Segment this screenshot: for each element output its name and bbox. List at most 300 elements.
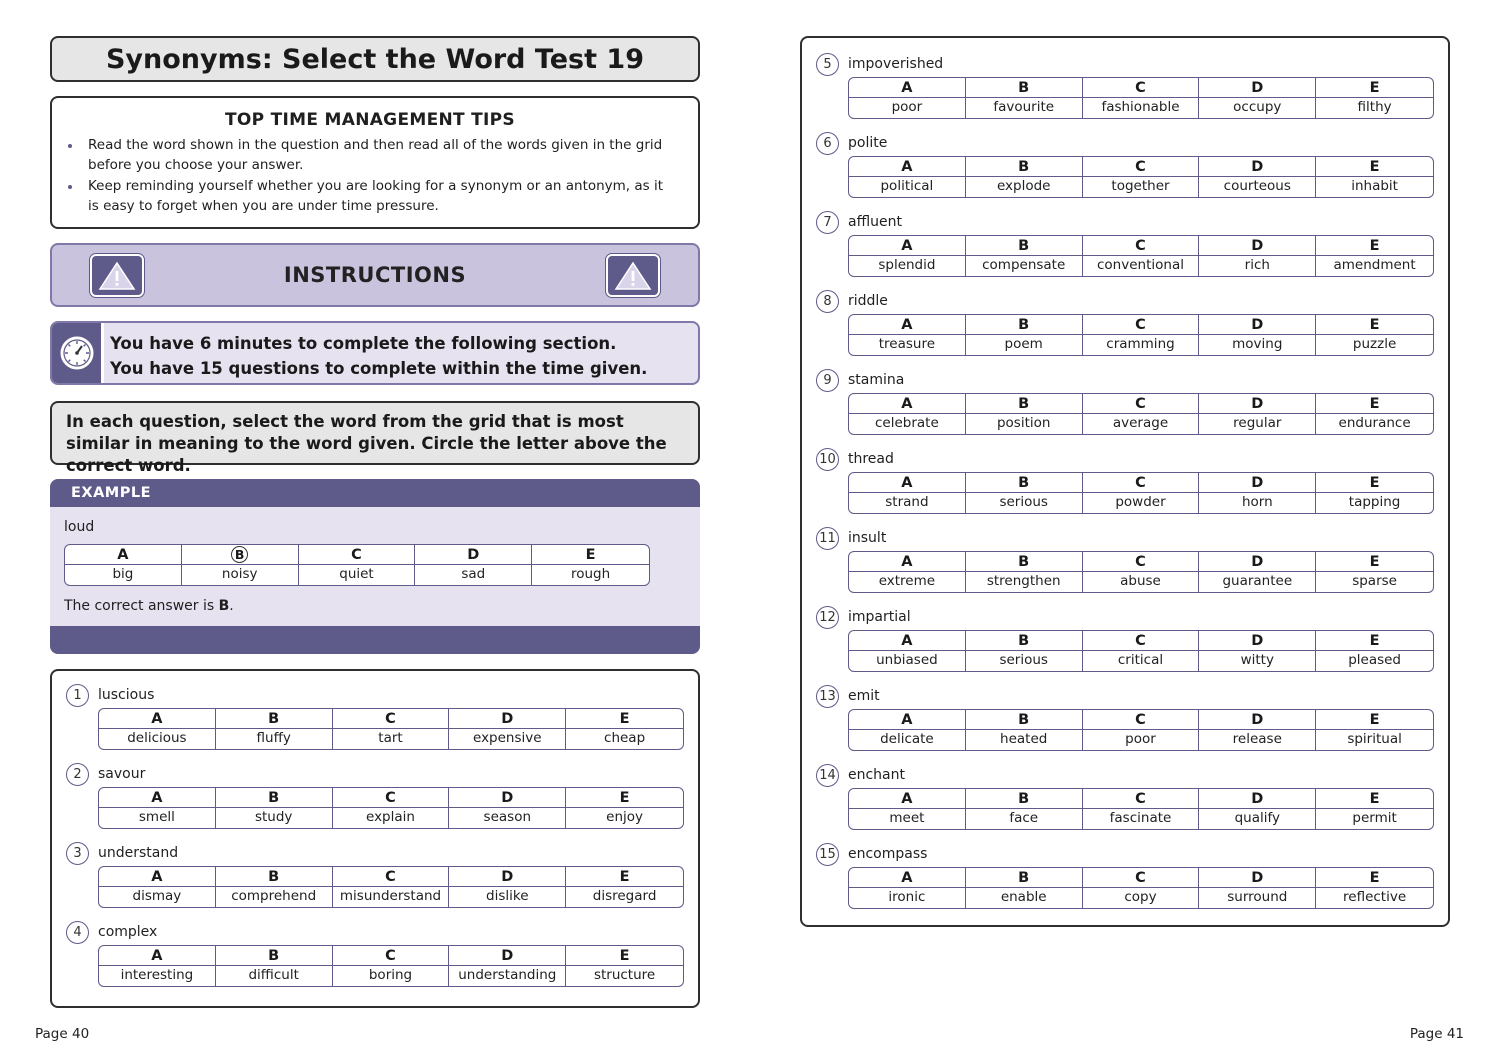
option-letter[interactable]: A (849, 710, 965, 730)
option-letter[interactable]: A (849, 236, 965, 256)
answer-option[interactable] (1316, 394, 1433, 434)
option-letter[interactable]: B (966, 236, 1082, 256)
option-letter[interactable]: C (1083, 236, 1199, 256)
option-word: interesting (120, 967, 194, 983)
option-word: big (112, 566, 134, 582)
time-line-2: You have 15 questions to complete within the time given. (110, 359, 648, 378)
answer-option[interactable] (99, 867, 216, 907)
option-letter[interactable]: B (966, 394, 1082, 414)
question-item (816, 685, 1436, 764)
example-panel (50, 479, 700, 654)
time-text (110, 331, 647, 381)
answer-option[interactable] (1199, 394, 1316, 434)
tips-panel (50, 96, 700, 229)
option-letter[interactable]: C (1083, 315, 1199, 335)
option-letter[interactable]: E (566, 788, 683, 808)
answer-grid (98, 945, 684, 987)
option-letter[interactable]: A (99, 709, 215, 729)
option-letter[interactable]: D (1199, 315, 1315, 335)
option-letter[interactable]: D (1199, 394, 1315, 414)
option-word: release (1232, 731, 1282, 747)
question-item (816, 764, 1436, 843)
option-letter[interactable]: C (333, 788, 449, 808)
question-word: stamina (848, 372, 905, 388)
answer-option[interactable] (1199, 157, 1316, 197)
option-word: surround (1227, 889, 1288, 905)
answer-option[interactable] (449, 788, 566, 828)
option-word: conventional (1097, 257, 1184, 273)
question-word: encompass (848, 846, 928, 862)
option-word: rich (1244, 257, 1270, 273)
answer-option[interactable] (216, 709, 333, 749)
answer-option[interactable] (849, 236, 966, 276)
answer-option[interactable] (333, 788, 450, 828)
answer-option[interactable] (849, 710, 966, 750)
option-letter[interactable]: D (449, 709, 565, 729)
option-letter[interactable]: A (849, 157, 965, 177)
question-word: riddle (848, 293, 888, 309)
option-word: amendment (1333, 257, 1416, 273)
question-number: 1 (66, 684, 89, 707)
option-word: political (880, 178, 934, 194)
option-word: delicate (880, 731, 934, 747)
example-footer-bar (50, 626, 700, 654)
option-letter[interactable]: C (333, 709, 449, 729)
option-word: smell (138, 809, 175, 825)
answer-option[interactable] (1316, 789, 1433, 829)
question-item (816, 606, 1436, 685)
option-letter[interactable]: D (1199, 78, 1315, 98)
answer-option[interactable] (849, 868, 966, 908)
time-limit-box (50, 321, 700, 385)
answer-option[interactable] (849, 157, 966, 197)
question-item (816, 211, 1436, 290)
option-letter: E (532, 545, 649, 565)
example-answer-letter: B (218, 598, 230, 614)
question-number: 3 (66, 842, 89, 865)
time-line-1: You have 6 minutes to complete the following section. (110, 334, 617, 353)
answer-option[interactable] (966, 868, 1083, 908)
option-letter[interactable]: D (1199, 473, 1315, 493)
option-letter[interactable]: A (849, 473, 965, 493)
option-word: position (996, 415, 1051, 431)
directions: In each question, select the word from the grid that is most similar in meaning to the word given. Circle the letter above the correct word. (50, 401, 700, 465)
example-grid (64, 544, 650, 586)
option-word: heated (1000, 731, 1048, 747)
answer-option[interactable] (849, 552, 966, 592)
answer-option[interactable] (449, 709, 566, 749)
question-item (816, 53, 1436, 132)
option-letter[interactable]: A (849, 631, 965, 651)
answer-option[interactable] (966, 236, 1083, 276)
answer-option[interactable] (99, 709, 216, 749)
option-word: reflective (1343, 889, 1407, 905)
option-letter[interactable]: E (1316, 473, 1433, 493)
option-letter[interactable]: A (99, 946, 215, 966)
option-letter[interactable]: A (99, 788, 215, 808)
option-letter[interactable]: D (449, 788, 565, 808)
option-letter[interactable]: B (216, 788, 332, 808)
option-letter[interactable]: B (966, 631, 1082, 651)
option-letter[interactable]: E (1316, 868, 1433, 888)
option-word: inhabit (1351, 178, 1398, 194)
answer-option[interactable] (966, 710, 1083, 750)
option-letter[interactable]: B (966, 157, 1082, 177)
answer-option[interactable] (1199, 789, 1316, 829)
option-letter[interactable]: B (216, 867, 332, 887)
answer-grid (848, 156, 1434, 198)
option-letter[interactable]: D (1199, 868, 1315, 888)
option-letter: A (65, 545, 181, 565)
answer-option[interactable] (1083, 78, 1200, 118)
question-item (816, 843, 1436, 922)
instructions-banner (50, 243, 700, 307)
question-word: thread (848, 451, 894, 467)
tip-item: Keep reminding yourself whether you are looking for a synonym or an antonym, as it is easy to forget when you are under time pressure. (66, 177, 674, 216)
option-letter: D (415, 545, 531, 565)
option-word: extreme (878, 573, 936, 589)
option-word: boring (368, 967, 413, 983)
option-word: compensate (982, 257, 1066, 273)
option-letter[interactable]: A (99, 867, 215, 887)
answer-grid (848, 77, 1434, 119)
question-item (66, 763, 686, 842)
option-letter[interactable]: B (966, 710, 1082, 730)
answer-option[interactable] (333, 946, 450, 986)
tips-list (66, 136, 674, 216)
example-word: loud (64, 519, 95, 535)
option-word: tapping (1348, 494, 1401, 510)
option-letter[interactable]: E (1316, 78, 1433, 98)
question-number: 5 (816, 53, 839, 76)
answer-option[interactable] (216, 867, 333, 907)
option-word: rough (570, 566, 611, 582)
option-letter[interactable]: C (1083, 868, 1199, 888)
answer-option[interactable] (333, 867, 450, 907)
option-word: understanding (458, 967, 557, 983)
answer-option[interactable] (566, 946, 683, 986)
answer-option[interactable] (849, 473, 966, 513)
option-word: copy (1124, 889, 1157, 905)
answer-option[interactable] (1083, 315, 1200, 355)
option-letter[interactable]: E (1316, 710, 1433, 730)
option-letter[interactable]: B (966, 473, 1082, 493)
answer-grid (848, 235, 1434, 277)
question-number: 7 (816, 211, 839, 234)
example-answer: The correct answer is B. (64, 598, 234, 614)
question-number: 4 (66, 921, 89, 944)
option-letter[interactable]: D (1199, 236, 1315, 256)
option-letter[interactable]: B (966, 315, 1082, 335)
question-number: 10 (816, 448, 839, 471)
question-word: impoverished (848, 56, 944, 72)
option-word: powder (1115, 494, 1166, 510)
option-letter[interactable]: C (1083, 710, 1199, 730)
question-word: polite (848, 135, 888, 151)
option-word: filthy (1357, 99, 1392, 115)
answer-option[interactable] (1199, 631, 1316, 671)
option-letter[interactable]: C (1083, 78, 1199, 98)
option-word: sparse (1352, 573, 1397, 589)
answer-option[interactable] (1083, 157, 1200, 197)
question-word: impartial (848, 609, 911, 625)
answer-option[interactable] (1083, 868, 1200, 908)
answer-option[interactable] (1083, 236, 1200, 276)
option-letter[interactable]: C (333, 867, 449, 887)
answer-option[interactable] (1083, 473, 1200, 513)
option-word: strengthen (986, 573, 1061, 589)
option-letter[interactable]: D (449, 867, 565, 887)
option-word: fluffy (256, 730, 291, 746)
option-letter[interactable]: C (1083, 631, 1199, 651)
answer-option[interactable] (216, 946, 333, 986)
option-letter[interactable]: A (849, 78, 965, 98)
option-letter[interactable]: E (566, 946, 683, 966)
option-word: guarantee (1222, 573, 1293, 589)
answer-option[interactable] (1316, 868, 1433, 908)
answer-option[interactable] (966, 157, 1083, 197)
answer-option[interactable] (1316, 473, 1433, 513)
answer-option[interactable] (1083, 394, 1200, 434)
answer-option[interactable] (966, 78, 1083, 118)
answer-option[interactable] (966, 631, 1083, 671)
answer-option[interactable] (216, 788, 333, 828)
option-word: celebrate (875, 415, 939, 431)
answer-option[interactable] (849, 789, 966, 829)
answer-option[interactable] (1083, 789, 1200, 829)
option-word: tart (378, 730, 403, 746)
option-letter[interactable]: E (566, 867, 683, 887)
question-number: 12 (816, 606, 839, 629)
option-letter[interactable]: A (849, 789, 965, 809)
option-letter[interactable]: B (216, 946, 332, 966)
instructions-label: INSTRUCTIONS (283, 263, 467, 287)
option-letter[interactable]: E (1316, 631, 1433, 651)
answer-option[interactable] (966, 473, 1083, 513)
option-letter[interactable]: C (333, 946, 449, 966)
question-number: 15 (816, 843, 839, 866)
option-word: strand (885, 494, 929, 510)
answer-option[interactable] (1316, 315, 1433, 355)
questions-panel-left (50, 669, 700, 1008)
option-letter[interactable]: E (1316, 157, 1433, 177)
option-word: favourite (993, 99, 1055, 115)
option-letter[interactable]: C (1083, 789, 1199, 809)
answer-option[interactable] (1316, 236, 1433, 276)
answer-option[interactable] (1316, 78, 1433, 118)
option-word: together (1111, 178, 1170, 194)
option-word: face (1009, 810, 1039, 826)
option-word: sad (461, 566, 486, 582)
circled-letter: B (231, 546, 248, 563)
answer-grid (848, 709, 1434, 751)
question-word: affluent (848, 214, 902, 230)
option-word: critical (1117, 652, 1164, 668)
option-word: moving (1232, 336, 1283, 352)
option-word: expensive (473, 730, 542, 746)
answer-option[interactable] (1199, 868, 1316, 908)
answer-option[interactable] (99, 946, 216, 986)
answer-cell (65, 545, 182, 585)
option-letter[interactable]: C (1083, 157, 1199, 177)
option-word: serious (999, 494, 1048, 510)
option-letter[interactable]: E (566, 709, 683, 729)
question-word: insult (848, 530, 887, 546)
option-word: average (1112, 415, 1169, 431)
option-letter[interactable]: E (1316, 789, 1433, 809)
option-letter[interactable]: C (1083, 394, 1199, 414)
question-number: 2 (66, 763, 89, 786)
question-item (66, 921, 686, 1000)
answer-option[interactable] (849, 394, 966, 434)
answer-option[interactable] (1083, 631, 1200, 671)
option-letter[interactable]: B (966, 789, 1082, 809)
question-number: 9 (816, 369, 839, 392)
answer-cell (182, 545, 299, 585)
option-word: spiritual (1347, 731, 1402, 747)
page-number-right: Page 41 (1409, 1026, 1464, 1042)
option-word: disregard (592, 888, 657, 904)
answer-cell (415, 545, 532, 585)
answer-grid (848, 393, 1434, 435)
option-word: dismay (132, 888, 182, 904)
option-word: endurance (1338, 415, 1411, 431)
question-item (816, 290, 1436, 369)
answer-option[interactable] (1316, 631, 1433, 671)
option-word: cramming (1106, 336, 1175, 352)
stopwatch-icon (52, 323, 104, 383)
option-word: unbiased (876, 652, 938, 668)
option-letter[interactable]: A (849, 315, 965, 335)
warning-icon (606, 254, 660, 297)
warning-icon (90, 254, 144, 297)
option-letter[interactable]: D (1199, 552, 1315, 572)
option-letter[interactable]: B (216, 709, 332, 729)
option-word: explain (366, 809, 415, 825)
answer-option[interactable] (966, 552, 1083, 592)
answer-option[interactable] (1316, 552, 1433, 592)
answer-option[interactable] (1316, 157, 1433, 197)
question-number: 6 (816, 132, 839, 155)
answer-grid (848, 630, 1434, 672)
option-word: cheap (604, 730, 646, 746)
answer-option[interactable] (1199, 236, 1316, 276)
option-word: difficult (248, 967, 299, 983)
answer-option[interactable] (1083, 710, 1200, 750)
option-word: explode (996, 178, 1051, 194)
tip-item: Read the word shown in the question and then read all of the words given in the grid before you choose your answer. (66, 136, 674, 175)
example-heading: EXAMPLE (50, 479, 700, 507)
answer-option[interactable] (1199, 473, 1316, 513)
option-letter[interactable]: C (1083, 473, 1199, 493)
option-letter (182, 545, 298, 565)
answer-option[interactable] (449, 946, 566, 986)
answer-grid (848, 551, 1434, 593)
option-word: fascinate (1109, 810, 1172, 826)
answer-option[interactable] (849, 315, 966, 355)
answer-option[interactable] (333, 709, 450, 749)
answer-option[interactable] (1199, 552, 1316, 592)
option-word: abuse (1120, 573, 1161, 589)
option-letter[interactable]: D (1199, 631, 1315, 651)
answer-option[interactable] (849, 78, 966, 118)
answer-cell (299, 545, 416, 585)
option-letter[interactable]: E (1316, 236, 1433, 256)
option-word: meet (889, 810, 925, 826)
option-letter[interactable]: B (966, 78, 1082, 98)
option-word: noisy (221, 566, 258, 582)
answer-option[interactable] (966, 789, 1083, 829)
option-word: permit (1352, 810, 1397, 826)
option-word: witty (1240, 652, 1274, 668)
option-word: horn (1241, 494, 1273, 510)
question-item (66, 684, 686, 763)
answer-option[interactable] (849, 631, 966, 671)
option-word: serious (999, 652, 1048, 668)
option-word: treasure (878, 336, 936, 352)
answer-option[interactable] (966, 315, 1083, 355)
option-letter[interactable]: A (849, 868, 965, 888)
option-letter[interactable]: D (1199, 710, 1315, 730)
page-title: Synonyms: Select the Word Test 19 (50, 36, 700, 82)
answer-option[interactable] (966, 394, 1083, 434)
option-word: poor (891, 99, 923, 115)
answer-grid (848, 314, 1434, 356)
option-letter[interactable]: D (1199, 157, 1315, 177)
answer-option[interactable] (1199, 710, 1316, 750)
option-word: delicious (127, 730, 187, 746)
option-word: poem (1004, 336, 1043, 352)
option-word: study (254, 809, 293, 825)
question-item (816, 527, 1436, 606)
answer-option[interactable] (1316, 710, 1433, 750)
option-letter[interactable]: E (1316, 552, 1433, 572)
answer-option[interactable] (566, 867, 683, 907)
option-letter[interactable]: E (1316, 394, 1433, 414)
answer-grid (98, 866, 684, 908)
answer-grid (848, 867, 1434, 909)
tips-heading: TOP TIME MANAGEMENT TIPS (225, 110, 515, 130)
option-letter[interactable]: B (966, 552, 1082, 572)
question-word: emit (848, 688, 880, 704)
answer-option[interactable] (1199, 315, 1316, 355)
page-number-left: Page 40 (35, 1026, 90, 1042)
answer-option[interactable] (1199, 78, 1316, 118)
answer-option[interactable] (99, 788, 216, 828)
question-number: 11 (816, 527, 839, 550)
option-word: splendid (878, 257, 936, 273)
option-letter[interactable]: A (849, 552, 965, 572)
option-letter[interactable]: C (1083, 552, 1199, 572)
answer-option[interactable] (449, 867, 566, 907)
option-letter[interactable]: E (1316, 315, 1433, 335)
answer-option[interactable] (566, 709, 683, 749)
option-letter[interactable]: B (966, 868, 1082, 888)
option-word: pleased (1348, 652, 1401, 668)
option-word: fashionable (1101, 99, 1180, 115)
option-word: occupy (1233, 99, 1282, 115)
answer-grid (848, 788, 1434, 830)
option-word: structure (593, 967, 656, 983)
option-word: regular (1233, 415, 1282, 431)
option-letter[interactable]: A (849, 394, 965, 414)
answer-option[interactable] (1083, 552, 1200, 592)
answer-option[interactable] (566, 788, 683, 828)
answer-grid (98, 708, 684, 750)
option-letter[interactable]: D (449, 946, 565, 966)
option-letter[interactable]: D (1199, 789, 1315, 809)
option-word: dislike (486, 888, 529, 904)
